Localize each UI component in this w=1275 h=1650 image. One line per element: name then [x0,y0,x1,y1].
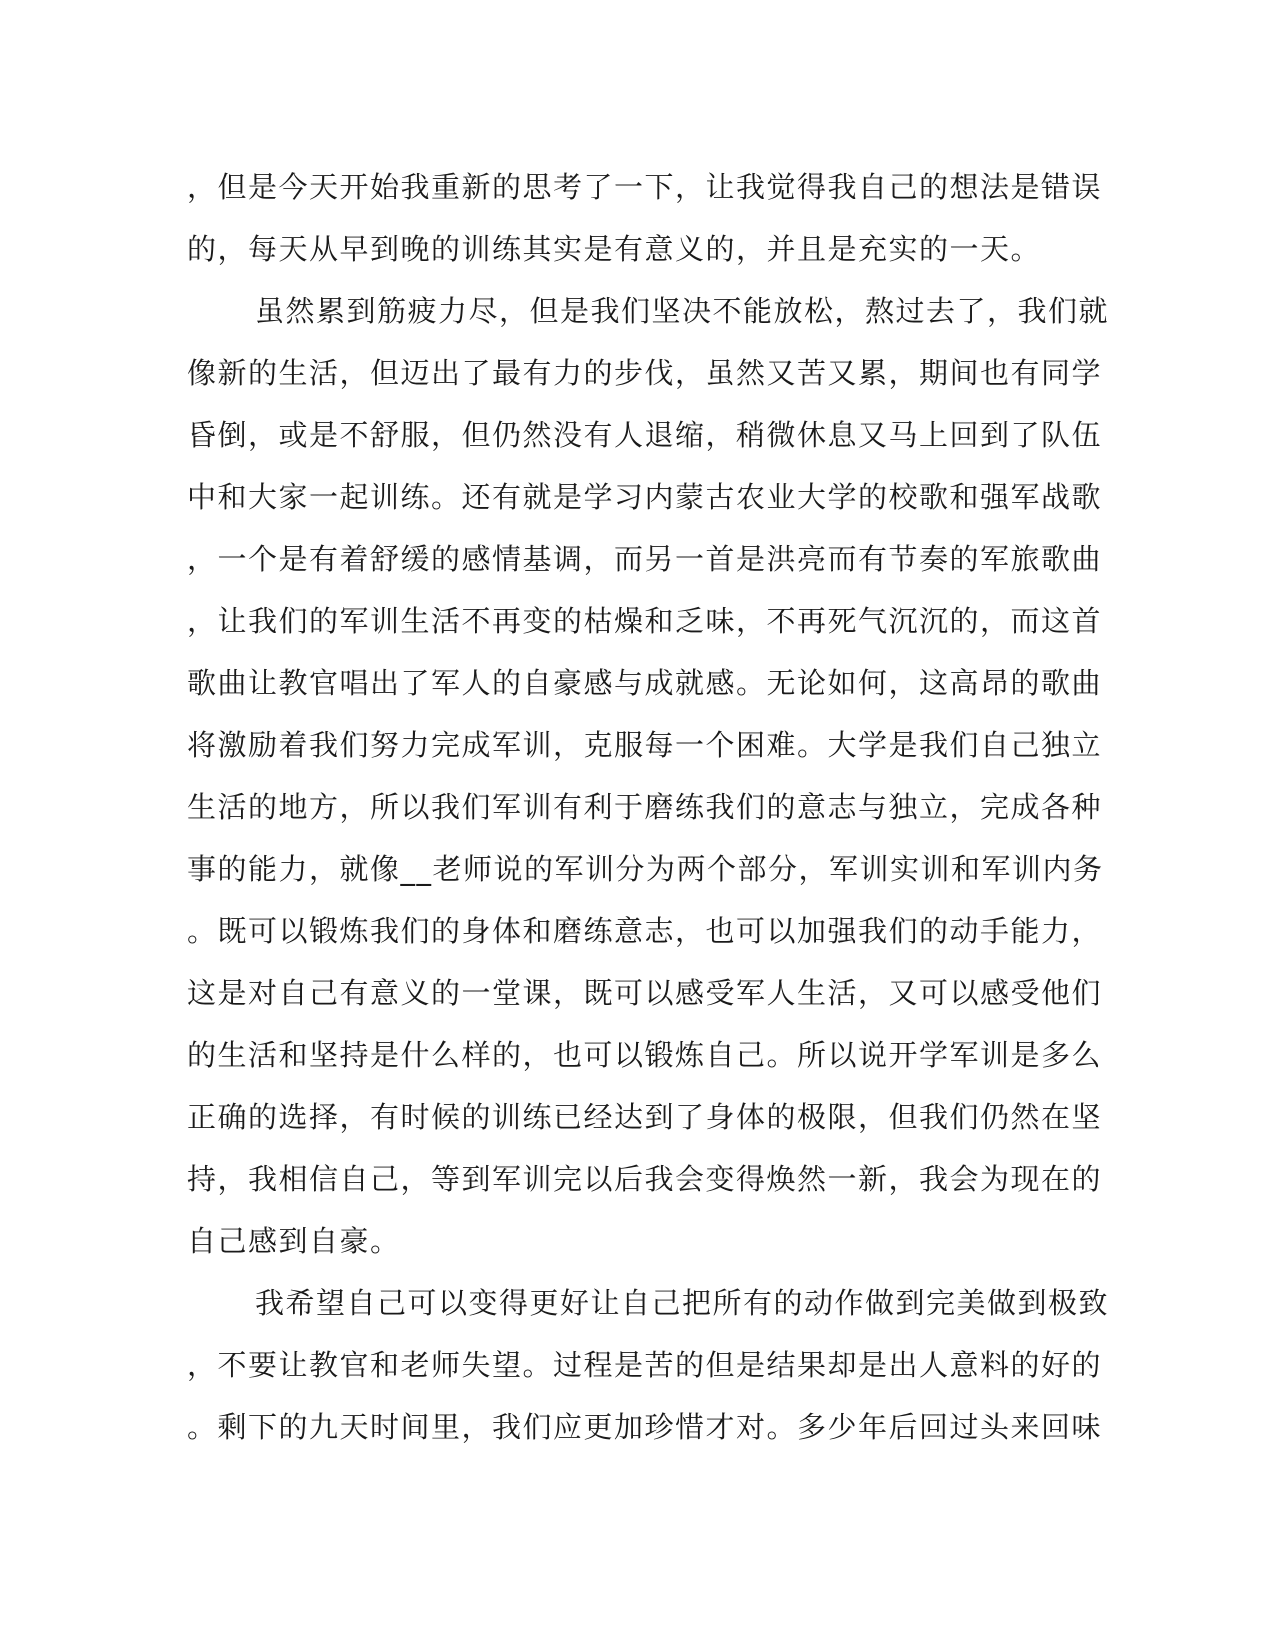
text-line: 中和大家一起训练。还有就是学习内蒙古农业大学的校歌和强军战歌 [187,480,1103,514]
text-line: 的，每天从早到晚的训练其实是有意义的，并且是充实的一天。 [187,232,1042,266]
text-line: 。既可以锻炼我们的身体和磨练意志，也可以加强我们的动手能力， [187,914,1103,948]
text-line: ，但是今天开始我重新的思考了一下，让我觉得我自己的想法是错误 [187,170,1103,204]
text-line: 生活的地方，所以我们军训有利于磨练我们的意志与独立，完成各种 [187,790,1103,824]
text-line: 事的能力，就像__老师说的军训分为两个部分，军训实训和军训内务 [187,852,1104,886]
body-text [187,156,1110,1458]
text-line: 像新的生活，但迈出了最有力的步伐，虽然又苦又累，期间也有同学 [187,356,1103,390]
text-line: 我希望自己可以变得更好让自己把所有的动作做到完美做到极致 [255,1286,1110,1320]
text-line: ，一个是有着舒缓的感情基调，而另一首是洪亮而有节奏的军旅歌曲 [187,542,1103,576]
text-line: 自己感到自豪。 [187,1224,401,1258]
text-line: 正确的选择，有时候的训练已经达到了身体的极限，但我们仍然在坚 [187,1100,1103,1134]
text-line: ，不要让教官和老师失望。过程是苦的但是结果却是出人意料的好的 [187,1348,1103,1382]
text-line: 昏倒，或是不舒服，但仍然没有人退缩，稍微休息又马上回到了队伍 [187,418,1103,452]
text-line: 。剩下的九天时间里，我们应更加珍惜才对。多少年后回过头来回味 [187,1410,1103,1444]
text-line: 持，我相信自己，等到军训完以后我会变得焕然一新，我会为现在的 [187,1162,1103,1196]
text-line: 将激励着我们努力完成军训，克服每一个困难。大学是我们自己独立 [187,728,1103,762]
text-line: 的生活和坚持是什么样的，也可以锻炼自己。所以说开学军训是多么 [187,1038,1103,1072]
text-line: ，让我们的军训生活不再变的枯燥和乏味，不再死气沉沉的，而这首 [187,604,1103,638]
text-line: 这是对自己有意义的一堂课，既可以感受军人生活，又可以感受他们 [187,976,1103,1010]
text-line: 歌曲让教官唱出了军人的自豪感与成就感。无论如何，这高昂的歌曲 [187,666,1103,700]
text-line: 虽然累到筋疲力尽，但是我们坚决不能放松，熬过去了，我们就 [255,294,1110,328]
